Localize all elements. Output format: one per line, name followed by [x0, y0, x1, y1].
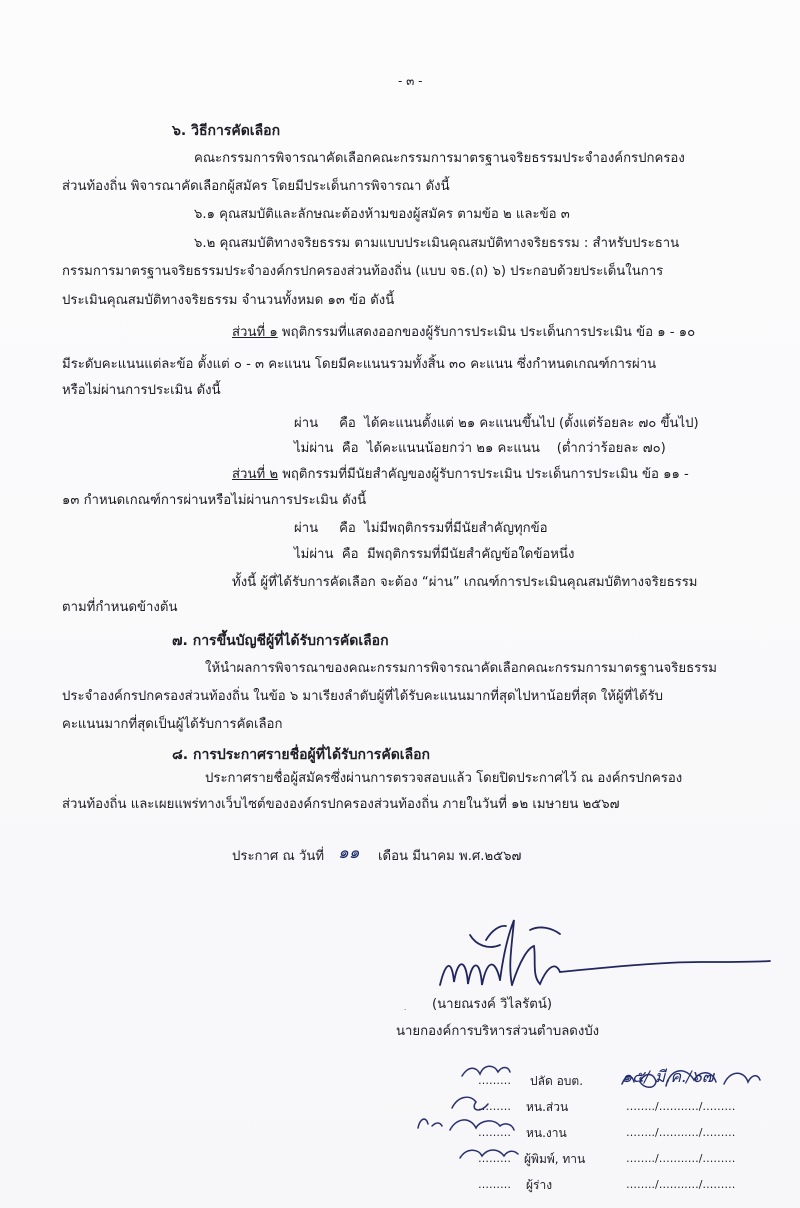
section-7-line: ให้นำผลการพิจารณาของคณะกรรมการพิจารณาคัดเลือกคณะกรรมการมาตรฐานจริยธรรม — [205, 661, 717, 676]
section-6-para-line: คณะกรรมการพิจารณาคัดเลือกคณะกรรมการมาตรฐานจริยธรรมประจำองค์กรปกครอง — [194, 151, 685, 166]
part-2-label: ส่วนที่ ๒ — [232, 467, 279, 482]
note-line: ตามที่กำหนดข้างต้น — [62, 600, 178, 615]
routing-row-date: ๑๕/ มี.ค./๖๗ — [622, 1067, 714, 1086]
announcement-day-handwritten: ๑๑ — [338, 843, 360, 863]
section-8-line: ส่วนท้องถิ่น และเผยแพร่ทางเว็บไซต์ขององค์กรปกครองส่วนท้องถิ่น ภายในวันที่ ๑๒ เมษายน ๒๕๖๗ — [62, 797, 620, 812]
routing-row-dots: ……… — [478, 1126, 511, 1139]
item-6-2-line: ประเมินคุณสมบัติทางจริยธรรม จำนวนทั้งหมด ๑๓ ข้อ ดังนี้ — [62, 293, 395, 308]
pass-criterion-1: ผ่าน คือ ได้คะแนนตั้งแต่ ๒๑ คะแนนขึ้นไป (ตั้งแต่ร้อยละ ๗๐ ขึ้นไป) — [294, 416, 699, 431]
signature-dot: . — [404, 1004, 407, 1012]
routing-row-dots: ……… — [478, 1100, 511, 1113]
announcement-date-prefix: ประกาศ ณ วันที่ — [232, 849, 325, 864]
routing-row-dots: ……… — [478, 1178, 511, 1191]
routing-row-date: ……../……..…/……… — [626, 1100, 736, 1113]
announcement-date-suffix: เดือน มีนาคม พ.ศ.๒๕๖๗ — [378, 849, 522, 864]
pass-criterion-2: ผ่าน คือ ไม่มีพฤติกรรมที่มีนัยสำคัญทุกข้อ — [294, 521, 548, 536]
section-6-para-line: ส่วนท้องถิ่น พิจารณาคัดเลือกผู้สมัคร โดยมีประเด็นการพิจารณา ดังนี้ — [62, 179, 450, 194]
routing-row-date: ……../……..…/……… — [626, 1178, 736, 1191]
note-line: ทั้งนี้ ผู้ที่ได้รับการคัดเลือก จะต้อง “ผ่าน” เกณฑ์การประเมินคุณสมบัติทางจริยธรรม — [232, 575, 698, 590]
item-6-2-line: กรรมการมาตรฐานจริยธรรมประจำองค์กรปกครองส่วนท้องถิ่น (แบบ จธ.(ถ) ๖) ประกอบด้วยประเด็นในการ — [62, 264, 664, 279]
routing-row-date: ……../……..…/……… — [626, 1152, 736, 1165]
routing-row-dots: ……… — [478, 1074, 511, 1087]
routing-row-date: ……../……..…/……… — [626, 1126, 736, 1139]
routing-row-label: หน.ส่วน — [526, 1100, 569, 1114]
part-1-line: หรือไม่ผ่านการประเมิน ดังนี้ — [62, 383, 221, 398]
section-8-heading: ๘. การประกาศรายชื่อผู้ที่ได้รับการคัดเลือก — [172, 747, 431, 763]
section-7-heading: ๗. การขึ้นบัญชีผู้ที่ได้รับการคัดเลือก — [172, 633, 389, 649]
item-6-2-line: ๖.๒ คุณสมบัติทางจริยธรรม ตามแบบประเมินคุณสมบัติทางจริยธรรม : สำหรับประธาน — [194, 236, 680, 251]
signatory-position: นายกองค์การบริหารส่วนตำบลดงบัง — [396, 1024, 600, 1039]
section-6-heading: ๖. วิธีการคัดเลือก — [172, 123, 281, 139]
routing-row-label: ปลัด อบต. — [530, 1074, 584, 1088]
signatory-name: (นายณรงค์ วิไลรัตน์) — [432, 997, 552, 1012]
fail-criterion-1: ไม่ผ่าน คือ ได้คะแนนน้อยกว่า ๒๑ คะแนน (ต่ำกว่าร้อยละ ๗๐) — [294, 441, 666, 456]
section-7-line: คะแนนมากที่สุดเป็นผู้ได้รับการคัดเลือก — [62, 717, 283, 732]
part-1-label: ส่วนที่ ๑ — [232, 325, 278, 340]
part-1-text: พฤติกรรมที่แสดงออกของผู้รับการประเมิน ประเด็นการประเมิน ข้อ ๑ - ๑๐ — [277, 325, 696, 340]
section-8-line: ประกาศรายชื่อผู้สมัครซึ่งผ่านการตรวจสอบแล้ว โดยปิดประกาศไว้ ณ องค์กรปกครอง — [205, 771, 683, 786]
fail-criterion-2: ไม่ผ่าน คือ มีพฤติกรรมที่มีนัยสำคัญข้อใดข้อหนึ่ง — [294, 547, 575, 562]
item-6-1: ๖.๑ คุณสมบัติและลักษณะต้องห้ามของผู้สมัคร ตามข้อ ๒ และข้อ ๓ — [194, 207, 570, 222]
part-1-line: มีระดับคะแนนแต่ละข้อ ตั้งแต่ ๐ - ๓ คะแนน โดยมีคะแนนรวมทั้งสิ้น ๓๐ คะแนน ซึ่งกำหนดเกณฑ์การผ่าน — [62, 357, 657, 372]
routing-row-label: ผู้พิมพ์, ทาน — [524, 1152, 586, 1166]
routing-row-label: ผู้ร่าง — [526, 1178, 553, 1192]
routing-row-dots: ……… — [478, 1152, 511, 1165]
page-number: - ๓ - — [398, 74, 423, 88]
section-7-line: ประจำองค์กรปกครองส่วนท้องถิ่น ในข้อ ๖ มาเรียงลำดับผู้ที่ได้รับคะแนนมากที่สุดไปหาน้อยที่สุด ให้ผู้ที่ได้รับ — [62, 689, 664, 704]
routing-row-label: หน.งาน — [526, 1126, 567, 1140]
part-2-text: พฤติกรรมที่มีนัยสำคัญของผู้รับการประเมิน ประเด็นการประเมิน ข้อ ๑๑ - — [278, 467, 689, 482]
part-2-line: ๑๓ กำหนดเกณฑ์การผ่านหรือไม่ผ่านการประเมิน ดังนี้ — [62, 493, 367, 508]
